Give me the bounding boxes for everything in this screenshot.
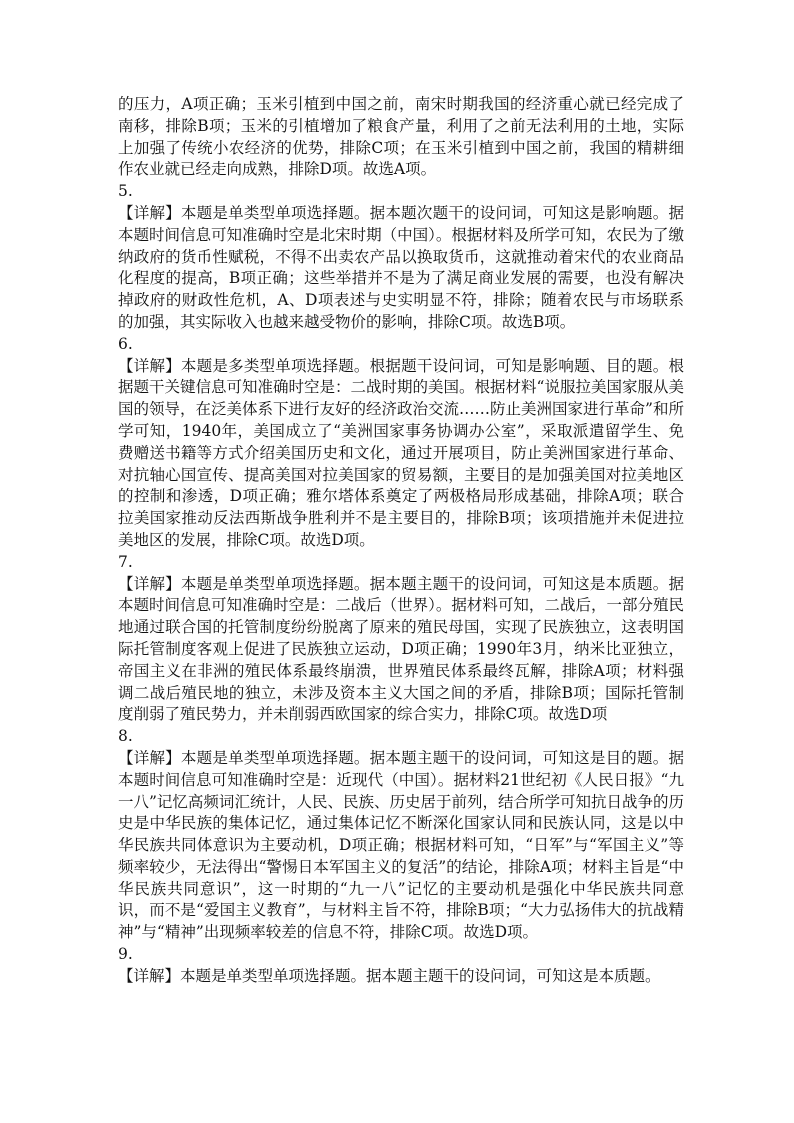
question-number-5: 5. xyxy=(118,182,133,201)
answer-8-explanation: 【详解】本题是单类型单项选择题。据本题主题干的设问词，可知这是目的题。据本题时间信息可知准确时空是：近现代（中国）。据材料21世纪初《人民日报》“九一八”记忆高频词汇统计，人民、民族、历史居于前列，结合所学可知抗日战争的历史是中华民族的集体记忆，通过集体记忆不断深化国家认同和民族认同，这是以中华民族共同体意识为主要动机，D项正确；根据材料可知，“日军”与“军国主义”等频率较少，无法得出“警惕日本军国主义的复活”的结论，排除A项；材料主旨是“中华民族共同意识”，这一时期的“九一八”记忆的主要动机是强化中华民族共同意识，而不是“爱国主义教育”，与材料主旨不符，排除B项；“大力弘扬伟大的抗战精神”与“精神”出现频率较差的信息不符，排除C项。故选D项。 xyxy=(118,748,684,942)
answer-7-explanation: 【详解】本题是单类型单项选择题。据本题主题干的设问词，可知这是本质题。据本题时间信息可知准确时空是：二战后（世界）。据材料可知，二战后，一部分殖民地通过联合国的托管制度纷纷脱离了原来的殖民母国，实现了民族独立，这表明国际托管制度客观上促进了民族独立运动，D项正确；1990年3月，纳米比亚独立，帝国主义在非洲的殖民体系最终崩溃，世界殖民体系最终瓦解，排除A项；材料强调二战后殖民地的独立，未涉及资本主义大国之间的矛盾，排除B项；国际托管制度削弱了殖民势力，并未削弱西欧国家的综合实力，排除C项。故选D项 xyxy=(118,574,684,724)
question-number-7: 7. xyxy=(118,552,133,571)
document-page xyxy=(118,94,684,988)
question-number-8: 8. xyxy=(118,727,133,746)
question-number-6: 6. xyxy=(118,334,133,353)
answer-9-explanation: 【详解】本题是单类型单项选择题。据本题主题干的设问词，可知这是本质题。 xyxy=(118,966,661,985)
answer-5-explanation: 【详解】本题是单类型单项选择题。据本题次题干的设问词，可知这是影响题。据本题时间信息可知准确时空是北宋时期（中国）。根据材料及所学可知，农民为了缴纳政府的货币性赋税，不得不出卖农产品以换取货币，这就推动着宋代的农业商品化程度的提高，B项正确；这些举措并不是为了满足商业发展的需要，也没有解决掉政府的财政性危机，A、D项表述与史实明显不符，排除；随着农民与市场联系的加强，其实际收入也越来越受物价的影响，排除C项。故选B项。 xyxy=(118,203,684,331)
question-number-9: 9. xyxy=(118,945,133,964)
answer-4-tail: 的压力，A项正确；玉米引植到中国之前，南宋时期我国的经济重心就已经完成了南移，排除B项；玉米的引植增加了粮食产量，利用了之前无法利用的土地，实际上加强了传统小农经济的优势，排除C项；在玉米引植到中国之前，我国的精耕细作农业就已经走向成熟，排除D项。故选A项。 xyxy=(118,95,684,179)
answer-6-explanation: 【详解】本题是多类型单项选择题。根据题干设问词，可知是影响题、目的题。根据题干关键信息可知准确时空是：二战时期的美国。根据材料“说服拉美国家服从美国的领导，在泛美体系下进行友好的经济政治交流……防止美洲国家进行革命”和所学可知，1940年，美国成立了“美洲国家事务协调办公室”，采取派遣留学生、免费赠送书籍等方式介绍美国历史和文化，通过开展项目，防止美洲国家进行革命、对抗轴心国宣传、提高美国对拉美国家的贸易额，主要目的是加强美国对拉美地区的控制和渗透，D项正确；雅尔塔体系奠定了两极格局形成基础，排除A项；联合拉美国家推动反法西斯战争胜利并不是主要目的，排除B项；该项措施并未促进拉美地区的发展，排除C项。故选D项。 xyxy=(118,356,684,549)
